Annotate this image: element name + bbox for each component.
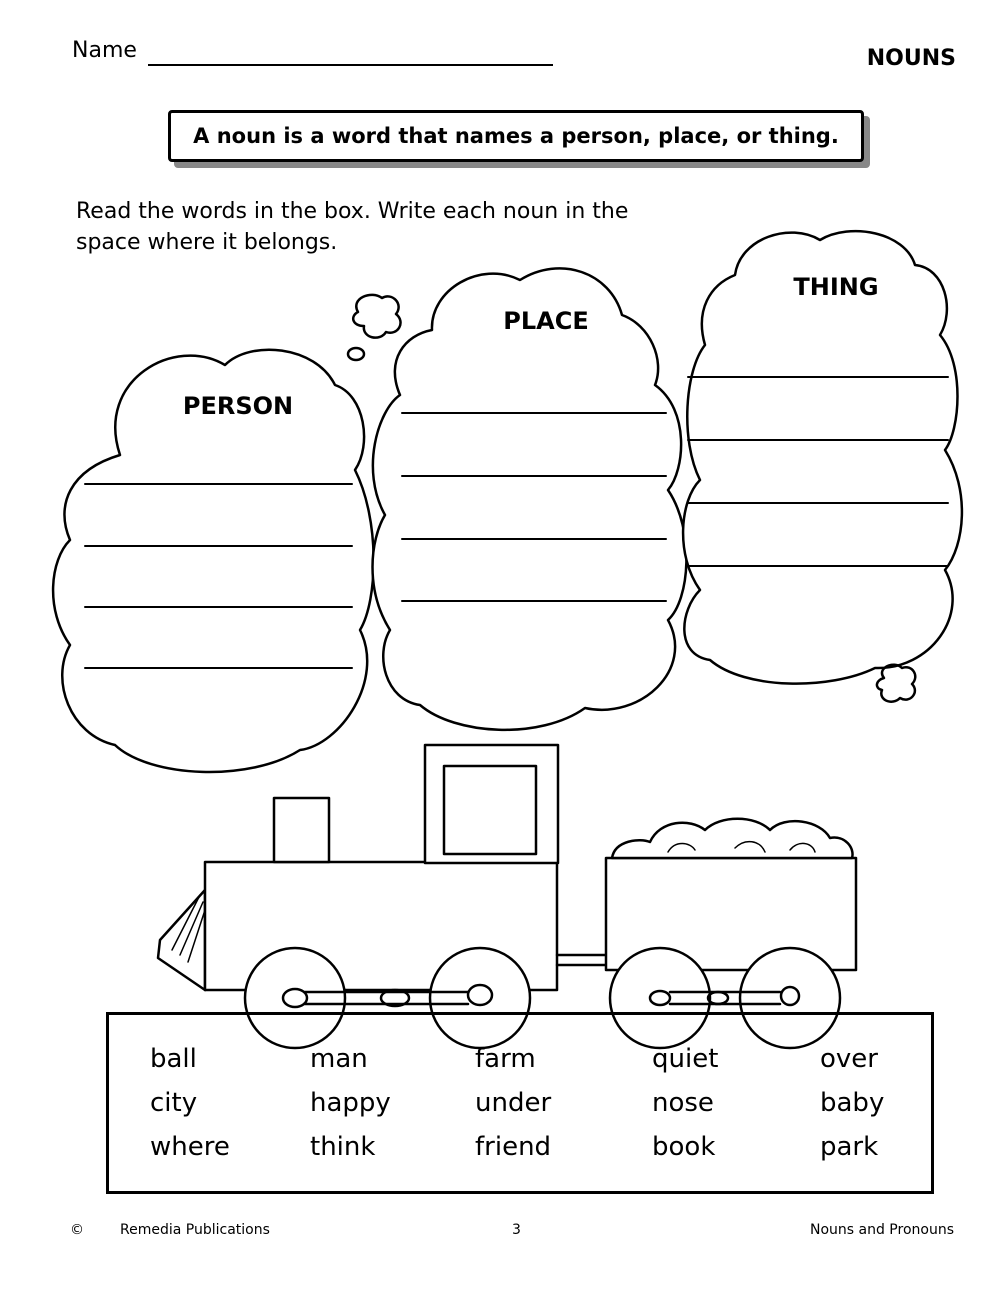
word-book: book — [652, 1132, 716, 1162]
thought-bubble-dot — [348, 348, 364, 360]
instructions: Read the words in the box. Write each noun in the space where it belongs. — [76, 199, 629, 255]
thought-bubble-small — [353, 295, 400, 338]
word-farm: farm — [475, 1044, 536, 1074]
definition-text: A noun is a word that names a person, place, or thing. — [193, 124, 839, 148]
thought-bubble-right — [877, 665, 915, 702]
word-under: under — [475, 1088, 552, 1118]
word-friend: friend — [475, 1132, 552, 1162]
word-ball: ball — [150, 1044, 197, 1074]
publisher-name: Remedia Publications — [120, 1222, 270, 1238]
word-man: man — [310, 1044, 368, 1074]
train-cowcatcher — [158, 890, 205, 990]
train-coal — [612, 819, 853, 858]
cloud-label-thing: THING — [793, 273, 879, 301]
cloud-label-person: PERSON — [182, 392, 294, 420]
word-nose: nose — [652, 1088, 714, 1118]
train-smokestack — [274, 798, 329, 862]
cloud-label-place: PLACE — [503, 307, 589, 335]
name-label: Name — [72, 38, 137, 63]
word-bank — [150, 1044, 970, 1176]
word-park: park — [820, 1132, 879, 1162]
book-title: Nouns and Pronouns — [809, 1222, 954, 1238]
train-cab-window — [444, 766, 536, 854]
word-over: over — [820, 1044, 878, 1074]
word-think: think — [310, 1132, 376, 1162]
word-baby: baby — [820, 1088, 885, 1118]
train-illustration — [158, 745, 856, 1048]
topic-title: NOUNS — [866, 46, 956, 71]
word-where: where — [150, 1132, 230, 1162]
copyright-symbol: © — [70, 1222, 84, 1238]
page-number: 3 — [512, 1222, 521, 1238]
cloud-place — [373, 268, 687, 729]
word-city: city — [150, 1088, 198, 1118]
word-happy: happy — [310, 1088, 391, 1118]
word-quiet: quiet — [652, 1044, 719, 1074]
